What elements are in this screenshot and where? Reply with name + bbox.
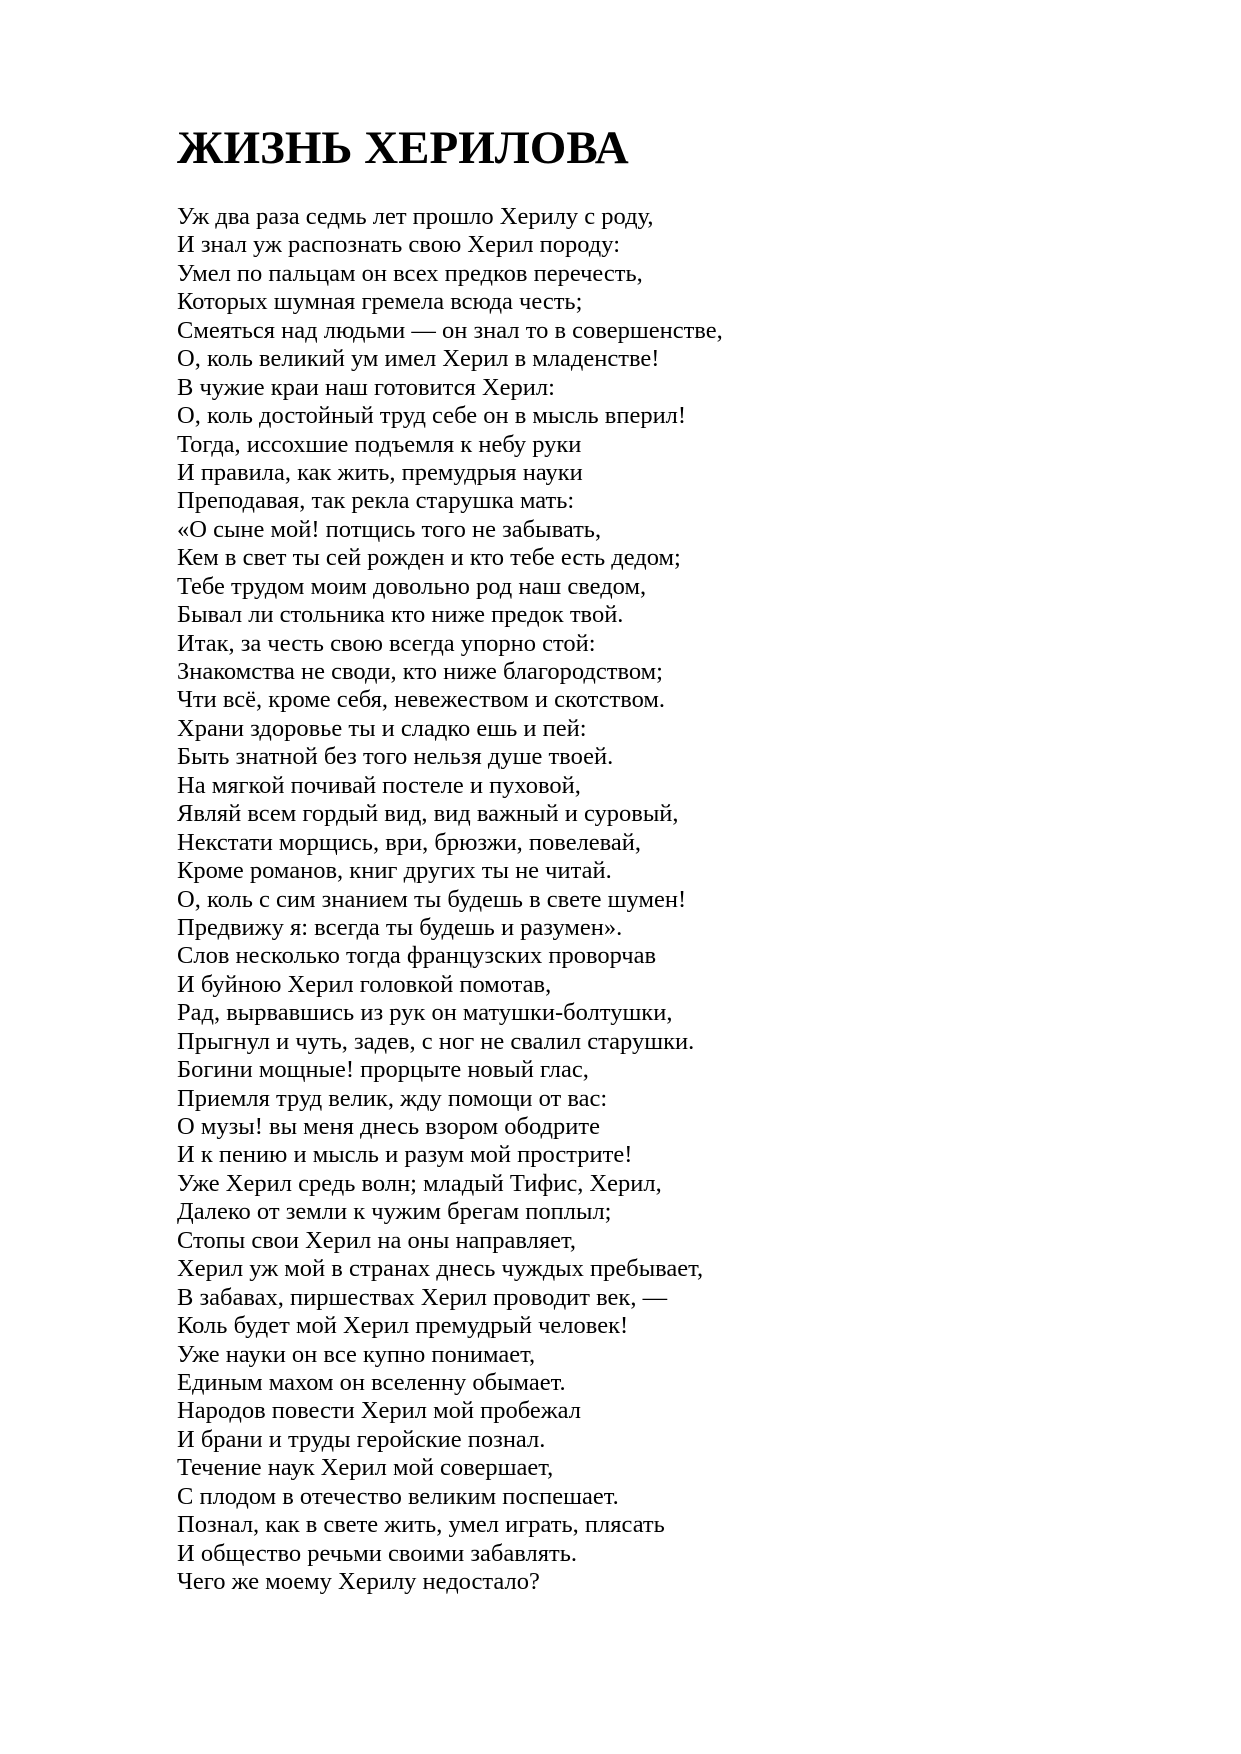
poem-line: Чего же моему Херилу недостало? <box>177 1568 540 1595</box>
poem-line: «О сыне мой! потщись того не забывать, <box>177 515 602 543</box>
poem-line: И брани и труды геройские познал. <box>177 1425 546 1453</box>
poem-line: Некстати морщись, ври, брюзжи, повелевай, <box>177 828 642 856</box>
poem-line: Приемля труд велик, жду помощи от вас: <box>177 1084 608 1112</box>
poem-line: Чти всё, кроме себя, невежеством и скотством. <box>177 686 666 714</box>
poem-line: С плодом в отечество великим поспешает. <box>177 1482 619 1510</box>
poem-line: Тогда, иссохшие подъемля к небу руки <box>177 430 582 458</box>
poem-line: В забавах, пиршествах Херил проводит век, — <box>177 1283 668 1311</box>
poem-line: Богини мощные! прорцыте новый глас, <box>177 1056 589 1084</box>
poem-line: И общество речьми своими забавлять. <box>177 1539 578 1567</box>
poem-line: Смеяться над людьми — он знал то в совершенстве, <box>177 316 723 344</box>
poem-line: Коль будет мой Херил премудрый человек! <box>177 1312 629 1340</box>
poem-line: Слов несколько тогда французских проворчав <box>177 942 657 970</box>
poem-line: И к пению и мысль и разум мой прострите! <box>177 1141 633 1169</box>
poem-line: Которых шумная гремела всюда честь; <box>177 288 583 316</box>
poem-line: Прыгнул и чуть, задев, с ног не свалил старушки. <box>177 1027 695 1055</box>
poem-line: Кроме романов, книг других ты не читай. <box>177 857 612 885</box>
poem-line: На мягкой почивай постеле и пуховой, <box>177 771 581 799</box>
poem-line: Тебе трудом моим довольно род наш сведом, <box>177 572 647 600</box>
poem-line: Стопы свои Херил на оны направляет, <box>177 1226 576 1254</box>
poem-line: Херил уж мой в странах днесь чуждых пребывает, <box>177 1255 704 1283</box>
poem-line: В чужие краи наш готовится Херил: <box>177 373 555 401</box>
poem-line: Народов повести Херил мой пробежал <box>177 1397 581 1425</box>
poem-line: Уже науки он все купно понимает, <box>177 1340 536 1368</box>
poem-line: О, коль с сим знанием ты будешь в свете шумен! <box>177 885 687 913</box>
poem-line: Умел по пальцам он всех предков перечесть, <box>177 259 643 287</box>
poem-line: Уж два раза седмь лет прошло Херилу с роду, <box>177 203 654 230</box>
poem-line: И правила, как жить, премудрыя науки <box>177 458 583 486</box>
poem-line: Рад, вырвавшись из рук он матушки-болтушки, <box>177 999 673 1027</box>
poem-line: Являй всем гордый вид, вид важный и суровый, <box>177 800 679 828</box>
poem-line: Преподавая, так рекла старушка мать: <box>177 487 575 515</box>
poem-line: Уже Херил средь волн; младый Тифис, Херил, <box>177 1169 662 1197</box>
poem-line: Храни здоровье ты и сладко ешь и пей: <box>177 714 587 742</box>
poem-line: И знал уж распознать свою Херил породу: <box>177 231 621 259</box>
poem-line: О, коль великий ум имел Херил в младенстве! <box>177 345 660 373</box>
poem-line: Единым махом он вселенну обымает. <box>177 1368 566 1396</box>
poem-line: И буйною Херил головкой помотав, <box>177 970 552 998</box>
poem-body <box>177 203 723 1596</box>
poem-line: Знакомства не своди, кто ниже благородством; <box>177 658 663 685</box>
poem-line: Кем в свет ты сей рожден и кто тебе есть дедом; <box>177 544 681 572</box>
poem-line: Познал, как в свете жить, умел играть, плясать <box>177 1511 665 1539</box>
document-title: ЖИЗНЬ ХЕРИЛОВА <box>177 122 629 174</box>
poem-line: О музы! вы меня днесь взором ободрите <box>177 1113 600 1140</box>
poem-line: Предвижу я: всегда ты будешь и разумен». <box>177 913 623 941</box>
poem-line: О, коль достойный труд себе он в мысль вперил! <box>177 402 687 430</box>
poem-line: Бывал ли стольника кто ниже предок твой. <box>177 601 624 629</box>
poem-line: Итак, за честь свою всегда упорно стой: <box>177 629 596 657</box>
poem-line: Быть знатной без того нельзя душе твоей. <box>177 743 614 771</box>
poem-line: Далеко от земли к чужим брегам поплыл; <box>177 1198 612 1226</box>
poem-line: Течение наук Херил мой совершает, <box>177 1454 554 1482</box>
